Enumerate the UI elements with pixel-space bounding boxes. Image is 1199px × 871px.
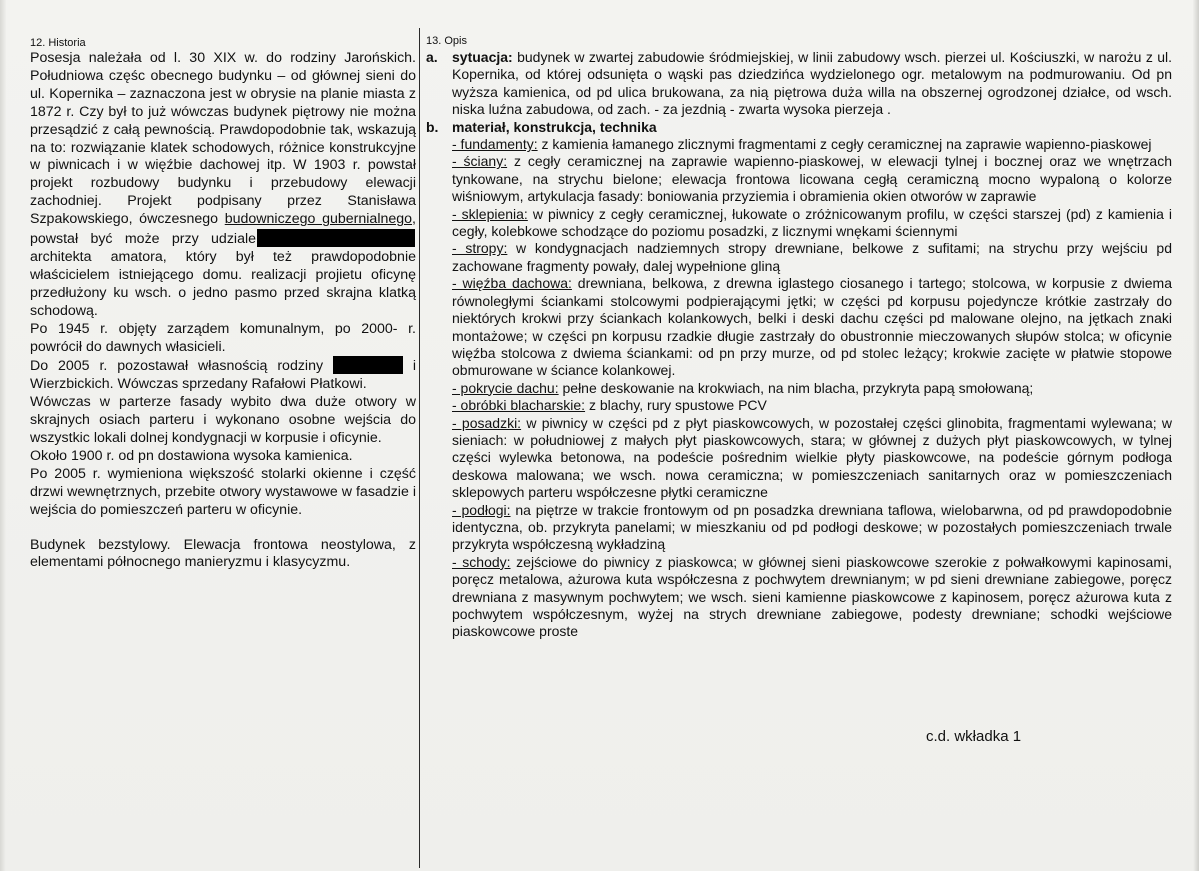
history-paragraph-3 bbox=[30, 356, 416, 394]
sub-label: - sklepienia: bbox=[452, 205, 528, 222]
sub-stropy bbox=[452, 240, 1172, 275]
page-edge-right bbox=[1193, 0, 1199, 871]
history-paragraph-6: Po 2005 r. wymieniona większość stolarki okienne i część drzwi wewnętrznych, przebite otwory wystawowe w fasadzie i wejścia do pomieszczeń parteru w oficynie. bbox=[30, 465, 416, 518]
history-paragraph-5: Około 1900 r. od pn dostawiona wysoka kamienica. bbox=[30, 447, 353, 464]
sub-text: w piwnicy w części pd z płyt piaskowcowych, w pozostałej części glinobita, fragmentami wylewana; w sieniach: w południowej z małych płyt piaskowcowych, stara; w głównej z dużych płyt piaskowcowych, w tylnej części wylewka betonowa, na podeście pośrednim wielkie płyty piaskowcowe, na podeście górnym podłoga deskowa malowana; we wsch. nowa ceramiczna; w pomieszczeniach sanitarnych oraz w pomieszczeniach sklepowych parteru współczesne płytki ceramiczne bbox=[452, 414, 1172, 501]
item-a-situation bbox=[426, 49, 1172, 119]
history-heading: 12. Historia bbox=[30, 37, 86, 49]
sub-label: - podłogi: bbox=[452, 501, 511, 518]
sub-text: pełne deskowanie na krokwiach, na nim blacha, przykryta papą smołowaną; bbox=[558, 379, 1034, 396]
description-column bbox=[426, 34, 1172, 641]
continuation-note: c.d. wkładka 1 bbox=[926, 728, 1022, 745]
sub-label: - ściany: bbox=[452, 153, 508, 170]
history-paragraph-1 bbox=[30, 50, 416, 321]
sub-label: - pokrycie dachu: bbox=[452, 379, 559, 396]
column-divider bbox=[419, 28, 420, 868]
item-b-material bbox=[426, 119, 1172, 136]
page-edge-left bbox=[0, 0, 6, 871]
sub-label: - posadzki: bbox=[452, 414, 522, 431]
sub-text: z blachy, rury spustowe PCV bbox=[585, 397, 767, 414]
sub-label: - stropy: bbox=[452, 240, 508, 257]
item-a-text: budynek w zwartej zabudowie śródmiejskiej, w linii zabudowy wsch. pierzei ul. Kościuszki, w narożu z ul. Kopernika, od której odsunięta o wąski pas dziedzińca wydzielonego ogr. metalowym na podmurowaniu. Od pn wyższa kamienica, od pd ulica brukowana, za nią piętrowa duża willa na obszernej ogrodzonej działce, od wsch. niska luźna zabudowa, od zach. - za jezdnią - zwarta wysoka pierzeja . bbox=[452, 49, 1172, 118]
history-p1-underlined: budowniczego gubernialnego bbox=[224, 211, 413, 228]
redaction-box bbox=[257, 229, 415, 247]
history-p1-part-a: Posesja należała od l. 30 XIX w. do rodziny Jarońskich. Południowa częśc obecnego budynku – od głównej sieni do ul. Kopernika – zaznaczona jest w obrysie na planie miasta z 1872 r. Czy był to już wówczas budynek piętrowy nie można przesądzić z całą pewnością. Prawdopodobnie tak, wskazują na to: rozwiązanie klatek schodowych, różnice konstrukcyjne w piwnicach i w więźbie dachowej itp. W 1903 r. powstał projekt rozbudowy budynku i przebudowy elewacji zachodniej. Projekt podpisany przez Stanisława Szpakowskiego, ówczesnego bbox=[30, 50, 416, 228]
redaction-box bbox=[333, 356, 403, 374]
sub-fundamenty bbox=[452, 136, 1172, 153]
sub-sklepienia bbox=[452, 206, 1172, 241]
sub-label: - fundamenty: bbox=[452, 136, 538, 153]
sub-text: z cegły ceramicznej na zaprawie wapienno-piaskowej, w elewacji tylnej i bocznej oraz we wnętrzach tynkowane, na strychu bielone; elewacja frontowa licowana cegłą ceramiczną mocno wypaloną o kolorze wiśniowym, artykulacja fasady: boniowania przyziemia i obramienia okien otworów w zaprawie bbox=[452, 153, 1173, 205]
sub-text: z kamienia łamanego zlicznymi fragmentami z cegły ceramicznej na zaprawie wapienno-piaskowej bbox=[537, 136, 1152, 153]
sub-label: - schody: bbox=[452, 553, 511, 570]
description-heading: 13. Opis bbox=[426, 35, 467, 47]
history-p3-part-a: Do 2005 r. pozostawał własnością rodziny bbox=[30, 358, 324, 375]
sub-text: w piwnicy z cegły ceramicznej, łukowate o zróżnicowanym profilu, w części starszej (pd) z kamienia i cegły, kolebkowe schodzące do poziomu posadzki, z licznymi wnękami ściennymi bbox=[452, 205, 1173, 240]
history-p1-part-b: , powstał być może przy udziale bbox=[30, 211, 416, 248]
sub-schody bbox=[452, 554, 1172, 641]
sub-text: zejściowe do piwnicy z piaskowca; w głównej sieni piaskowcowe szerokie z połwałkowymi kapinosami, poręcz metalowa, ażurowa kuta współczesna z pochwytem drewnianym; w pd sieni drewniane zabiegowe, poręcz drewniana z masywnym pochwytem; we wsch. sieni kamienne piaskowcowe z kapinosem, poręcz ażurowa kuta z pochwytem współczesnym, wyżej na strych drewniane zabiegowe, podesty drewniane; schodki wejściowe piaskowcowe proste bbox=[452, 553, 1172, 640]
history-paragraph-2: Po 1945 r. objęty zarządem komunalnym, po 2000- r. powrócił do dawnych własicieli. bbox=[30, 320, 416, 355]
sub-label: - więźba dachowa: bbox=[452, 275, 572, 292]
sub-wiezba-dachowa bbox=[452, 275, 1172, 379]
sub-pokrycie-dachu bbox=[452, 380, 1172, 397]
item-a-letter: a. bbox=[426, 49, 438, 65]
history-paragraph-4: Wówczas w parterze fasady wybito dwa duże otwory w skrajnych osiach parteru i wykonano osobne wejścia do wszystkic lokali dolnej kondygnacji w korpusie i oficynie. bbox=[30, 394, 416, 447]
sub-text: drewniana, belkowa, z drewna iglastego ciosanego i tartego; stolcowa, w korpusie z dwiema równoległymi ściankami stolcowymi podpierającymi jętki; w części pd korpusu pojedyncze krótkie zastrzały do niektórych krokwi przy ściankach kolankowych, belki i deski dachu części pd malowane olejno, na jętkach znaki montażowe; w części pn korpusu rzadkie długie zastrzały do obustronnie mieczowanych słupów stolca; w oficynie więźba stolcowa z dwiema ściankami: od pn przy murze, od pd stolec leżący; krokwie zacięte w płatwie stopowe obmurowane w ściance kolankowej. bbox=[452, 275, 1172, 379]
item-b-letter: b. bbox=[426, 118, 439, 135]
sub-sciany bbox=[452, 153, 1172, 205]
item-b-body bbox=[452, 119, 1172, 136]
item-a-label: sytuacja: bbox=[452, 49, 513, 65]
sub-text: na piętrze w trakcie frontowym od pn posadzka drewniana taflowa, wielobarwna, od pd prawdopodobnie identyczna, ob. przykryta panelami; w mieszkaniu od pd podłogi deskowe; w pozostałych pomieszczeniach trwale przykryta współczesną wykładziną bbox=[452, 501, 1173, 553]
history-p3-part-b: i Wierzbickich. Wówczas sprzedany Rafałowi Płatkowi. bbox=[30, 358, 416, 393]
item-b-label: materiał, konstrukcja, technika bbox=[452, 118, 657, 135]
sub-text: w kondygnacjach nadziemnych stropy drewniane, belkowe z sufitami; na strychu przy wejściu pd zachowane fragmenty powały, dalej wypełnione gliną bbox=[452, 240, 1172, 274]
history-p1-part-c: architekta amatora, który był też prawdopodobnie właścicielem istniejącego domu. realizacji projietu oficynę przedłużony ku wsch. o jedno pasmo przed skrajna klatką schodową. bbox=[30, 248, 416, 319]
sub-posadzki bbox=[452, 415, 1172, 502]
sub-podlogi bbox=[452, 502, 1172, 554]
sub-obrobki-blacharskie bbox=[452, 397, 1172, 414]
history-paragraph-7: Budynek bezstylowy. Elewacja frontowa neostylowa, z elementami północnego manieryzmu i klasycyzmu. bbox=[30, 536, 416, 571]
history-column bbox=[30, 36, 416, 572]
item-a-body bbox=[452, 49, 1172, 119]
sub-label: - obróbki blacharskie: bbox=[452, 397, 586, 414]
